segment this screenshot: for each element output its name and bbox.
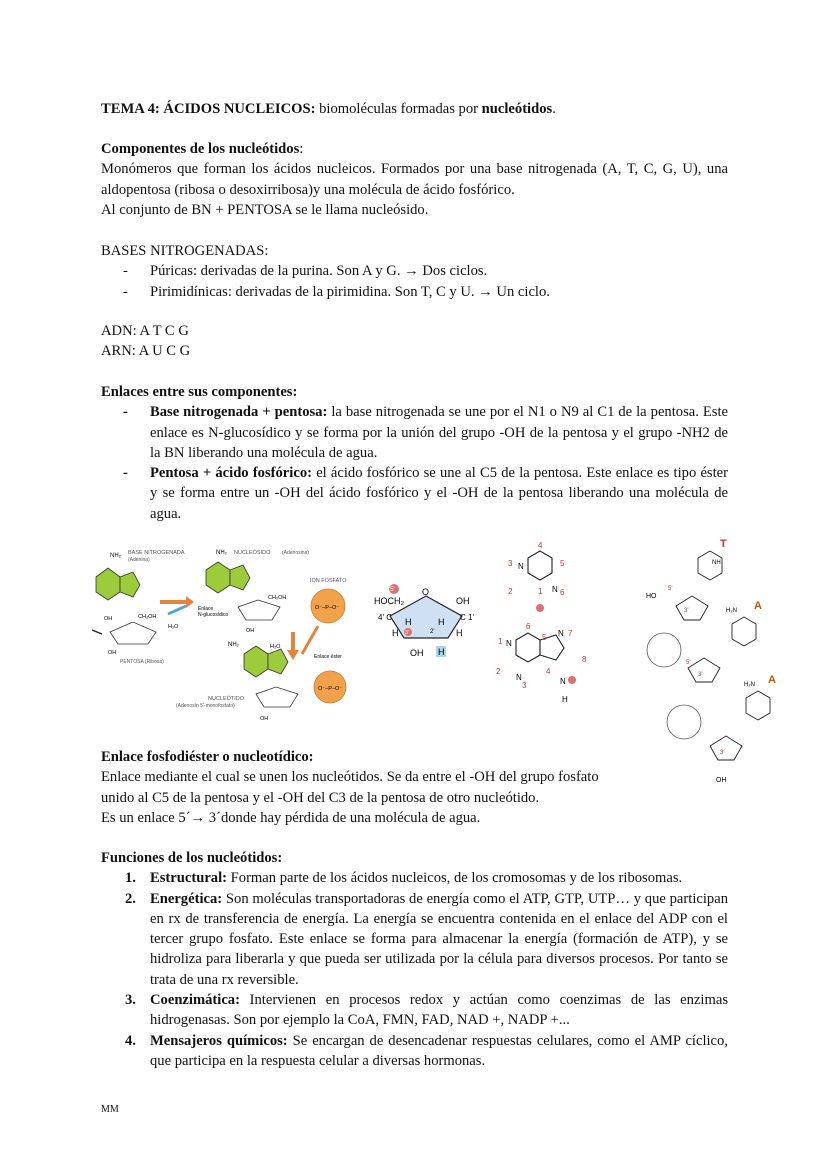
c3-label: 3' — [405, 630, 409, 636]
item-bold: Estructural: — [150, 870, 228, 887]
pur-num: 6 — [526, 622, 531, 631]
c1-label: C 1' — [460, 613, 474, 622]
footer-initials: MM — [101, 1104, 119, 1115]
purine-ring6 — [516, 633, 540, 662]
ch2oh-label: CH₂OH — [138, 614, 157, 620]
title-bold2: nucleótidos — [481, 101, 553, 117]
phosphate-circle — [647, 633, 681, 667]
list-item: - Púricas: derivadas de la purina. Son A y G. → Dos ciclos. — [101, 261, 728, 281]
list-item — [101, 1031, 728, 1072]
nucleosido-label: NUCLEÓSIDO — [234, 550, 271, 556]
adenine-molecule — [96, 568, 140, 600]
ho-label: HO — [646, 593, 657, 600]
n-label: N — [552, 585, 558, 594]
list-item — [101, 889, 728, 990]
phosphate-circle — [667, 705, 701, 739]
oh-label: OH — [104, 616, 113, 622]
base-sub: (Adenina) — [128, 557, 150, 563]
arn-line: ARN: A U C G — [101, 343, 191, 360]
nucleotido-label: NUCLEÓTIDO — [208, 696, 245, 702]
page-title — [101, 99, 728, 119]
item-bold: Coenzimática: — [150, 992, 240, 1009]
a-label: A — [754, 600, 762, 612]
pur-num: 8 — [582, 655, 587, 664]
componentes-p2: Al conjunto de BN + PENTOSA se le llama nucleósido. — [101, 201, 429, 218]
h-label: H — [438, 617, 445, 627]
h-label: H — [562, 695, 568, 704]
n-label: N — [518, 562, 524, 571]
enlace-text: el ácido fosfórico se une al C5 de la pentosa. Este enlace es tipo éster y se forma entre un -OH del ácido fosfórico y el -OH de la pentosa liberando una molécula de agua. — [150, 465, 728, 522]
five-label: 5' — [668, 586, 673, 592]
componentes-p1: Monómeros que forman los ácidos nucleicos. Formados por una base nitrogenada (A, T, C, G, U), una aldopentosa (ribosa o desoxirribosa)y una molécula de ácido fosfórico. — [101, 161, 728, 198]
fosfodiester-l1: Enlace mediante el cual se unen los nucleótidos. Se da entre el -OH del grupo fosfato — [101, 769, 599, 786]
title-rest: biomoléculas formadas por — [315, 101, 482, 117]
enlace-ester-label: Enlace éster — [314, 654, 342, 660]
base-label: BASE NITROGENADA — [128, 550, 185, 556]
pentosa-label: PENTOSA (Ribosa) — [120, 659, 164, 665]
phosphate-label: O⁻–P–O⁻ — [318, 686, 343, 692]
nucleotido-sub: (Adenosín 5'-monofosfato) — [176, 703, 235, 709]
h2o-label: H₂O — [270, 644, 281, 650]
t-label: T — [720, 538, 727, 550]
bases-title: BASES NITROGENADAS: — [101, 243, 269, 259]
enlace-bold: Pentosa + ácido fosfórico: — [150, 465, 312, 482]
pur-num: 1 — [498, 637, 503, 646]
item-bold: Energética: — [150, 890, 223, 907]
pyr-num: 5 — [560, 559, 565, 568]
c2-label: 2' — [430, 629, 435, 635]
componentes-title-text: Componentes de los nucleótidos — [101, 141, 300, 157]
adn-line: ADN: A T C G — [101, 323, 189, 339]
list-item: - Pirimidínicas: derivadas de la pirimidina. Son T, C y U. → Un ciclo. — [101, 282, 728, 302]
h2n-label: H₂N — [744, 682, 755, 688]
n-label: N — [560, 677, 566, 686]
pur-num: 3 — [522, 681, 527, 690]
three-label: 3' — [698, 672, 703, 678]
n-label: N — [558, 629, 564, 638]
item-number: 2. — [125, 890, 136, 907]
five-label: 5' — [686, 660, 691, 666]
three-label: 3' — [720, 750, 725, 756]
five-label: 5' — [390, 587, 395, 593]
list-item — [101, 402, 728, 463]
phosphate-label: O⁻–P–O⁻ — [315, 605, 340, 611]
pyrimidine-purine-diagram — [494, 540, 594, 706]
item-text: Se encargan de desencadenar respuestas celulares, como el AMP cíclico, que participa en la respuesta celular a diversas hormonas. — [150, 1032, 728, 1069]
nucleotide-formation-diagram — [88, 542, 360, 728]
enlace-n-label: Enlace — [198, 606, 214, 612]
list-item — [101, 990, 728, 1031]
pyr-num: 6 — [560, 588, 565, 597]
a-label2: A — [768, 674, 776, 686]
n-label: N — [506, 639, 512, 648]
ribose-numbering-diagram — [370, 582, 482, 664]
nh2-label: NH₂ — [216, 550, 227, 556]
ch2oh-label: CH₂OH — [268, 595, 287, 601]
fosfodiester-section — [101, 747, 641, 828]
oh-label: OH — [716, 777, 727, 784]
componentes-title — [101, 139, 728, 159]
oh-label: OH — [410, 648, 424, 658]
pur-num: 5 — [542, 633, 547, 642]
pur-num: 4 — [546, 667, 551, 676]
oh-label: OH — [246, 628, 255, 634]
enlace-text: la base nitrogenada se une por el N1 o N9 al C1 de la pentosa. Este enlace es N-glucosídico y se forma por la unión del grupo -OH de la pentosa y el grupo -NH2 de la BN liberando una molécula de agua. — [150, 404, 728, 461]
title-end: . — [552, 101, 556, 117]
h2n-label: H₂N — [726, 608, 737, 614]
ion-label: ION FOSFATO — [310, 578, 347, 584]
bases-section — [101, 241, 728, 302]
title-bold: TEMA 4: ÁCIDOS NUCLEICOS: — [101, 101, 316, 117]
enlaces-section — [101, 382, 728, 524]
o-label: O — [422, 587, 430, 597]
nh2-label: NH₂ — [228, 642, 239, 648]
h-label: H — [392, 628, 399, 638]
funciones-section — [101, 848, 728, 1071]
enlace-bold: Base nitrogenada + pentosa: — [150, 404, 328, 421]
item-number: 3. — [125, 992, 136, 1009]
h-label: H — [438, 647, 445, 657]
nh2-label: NH₂ — [110, 553, 121, 559]
enlace-n2-label: N-glucosídico — [198, 612, 229, 618]
pyr-num: 2 — [508, 587, 513, 596]
item-number: 4. — [125, 1032, 136, 1049]
oh-label: OH — [260, 716, 269, 722]
enlaces-title: Enlaces entre sus componentes: — [101, 384, 298, 400]
h-label: H — [456, 628, 463, 638]
pyr-num: 3 — [508, 559, 513, 568]
three-label: 3' — [684, 608, 689, 614]
h2o-label: H₂O — [168, 624, 179, 630]
list-item — [101, 463, 728, 524]
dna-strand-diagram — [640, 536, 790, 788]
componentes-section — [101, 139, 728, 220]
adn-arn — [101, 321, 728, 362]
funciones-title: Funciones de los nucleótidos: — [101, 850, 283, 866]
hoch2-label: HOCH₂ — [374, 596, 404, 606]
fosfodiester-title: Enlace fosfodiéster o nucleotídico: — [101, 749, 314, 765]
nh-label: NH — [712, 560, 721, 566]
fosfodiester-l3: Es un enlace 5´→ 3´donde hay pérdida de una molécula de agua. — [101, 809, 481, 826]
pyr-num: 1 — [538, 587, 543, 596]
item-bold: Mensajeros químicos: — [150, 1032, 288, 1049]
item-text: Intervienen en procesos redox y actúan como coenzimas de las enzimas hidrogenasas. Son por ejemplo la CoA, FMN, FAD, NAD +, NADP +... — [150, 992, 728, 1029]
pur-num: 7 — [568, 629, 573, 638]
pur-num: 2 — [496, 667, 501, 676]
ribose-molecule — [110, 622, 156, 644]
pyr-num: 4 — [538, 541, 543, 550]
list-item — [101, 868, 728, 888]
nucleosido-sub: (Adenosina) — [282, 550, 309, 556]
adenine-ring — [732, 617, 756, 646]
componentes-colon: : — [299, 141, 304, 157]
n-label: N — [516, 673, 522, 682]
item-text: Son moléculas transportadoras de energía como el ATP, GTP, UTP… y que participan en rx de transferencia de energía. La energía se encuentra contenida en el enlace del ADP con el tercer grupo fosfato. Este enlace se forma para almacenar la energía (formación de ATP), y se hidroliza para liberarla y que pueda ser utilizada por la célula para diversos procesos. Por tanto se trata de una rx reversible. — [150, 890, 728, 988]
item-text: Forman parte de los ácidos nucleicos, de los cromosomas y de los ribosomas. — [227, 870, 683, 887]
adenine-ring — [746, 691, 770, 720]
c4-label: 4' C — [378, 613, 392, 622]
oh-label: OH — [456, 596, 470, 606]
item-number: 1. — [125, 870, 136, 887]
fosfodiester-l2: unido al C5 de la pentosa y el -OH del C3 de la pentosa de otro nucleótido. — [101, 789, 540, 806]
oh-label: OH — [108, 650, 117, 656]
h-label: H — [405, 617, 412, 627]
pyrimidine-ring — [528, 551, 552, 580]
